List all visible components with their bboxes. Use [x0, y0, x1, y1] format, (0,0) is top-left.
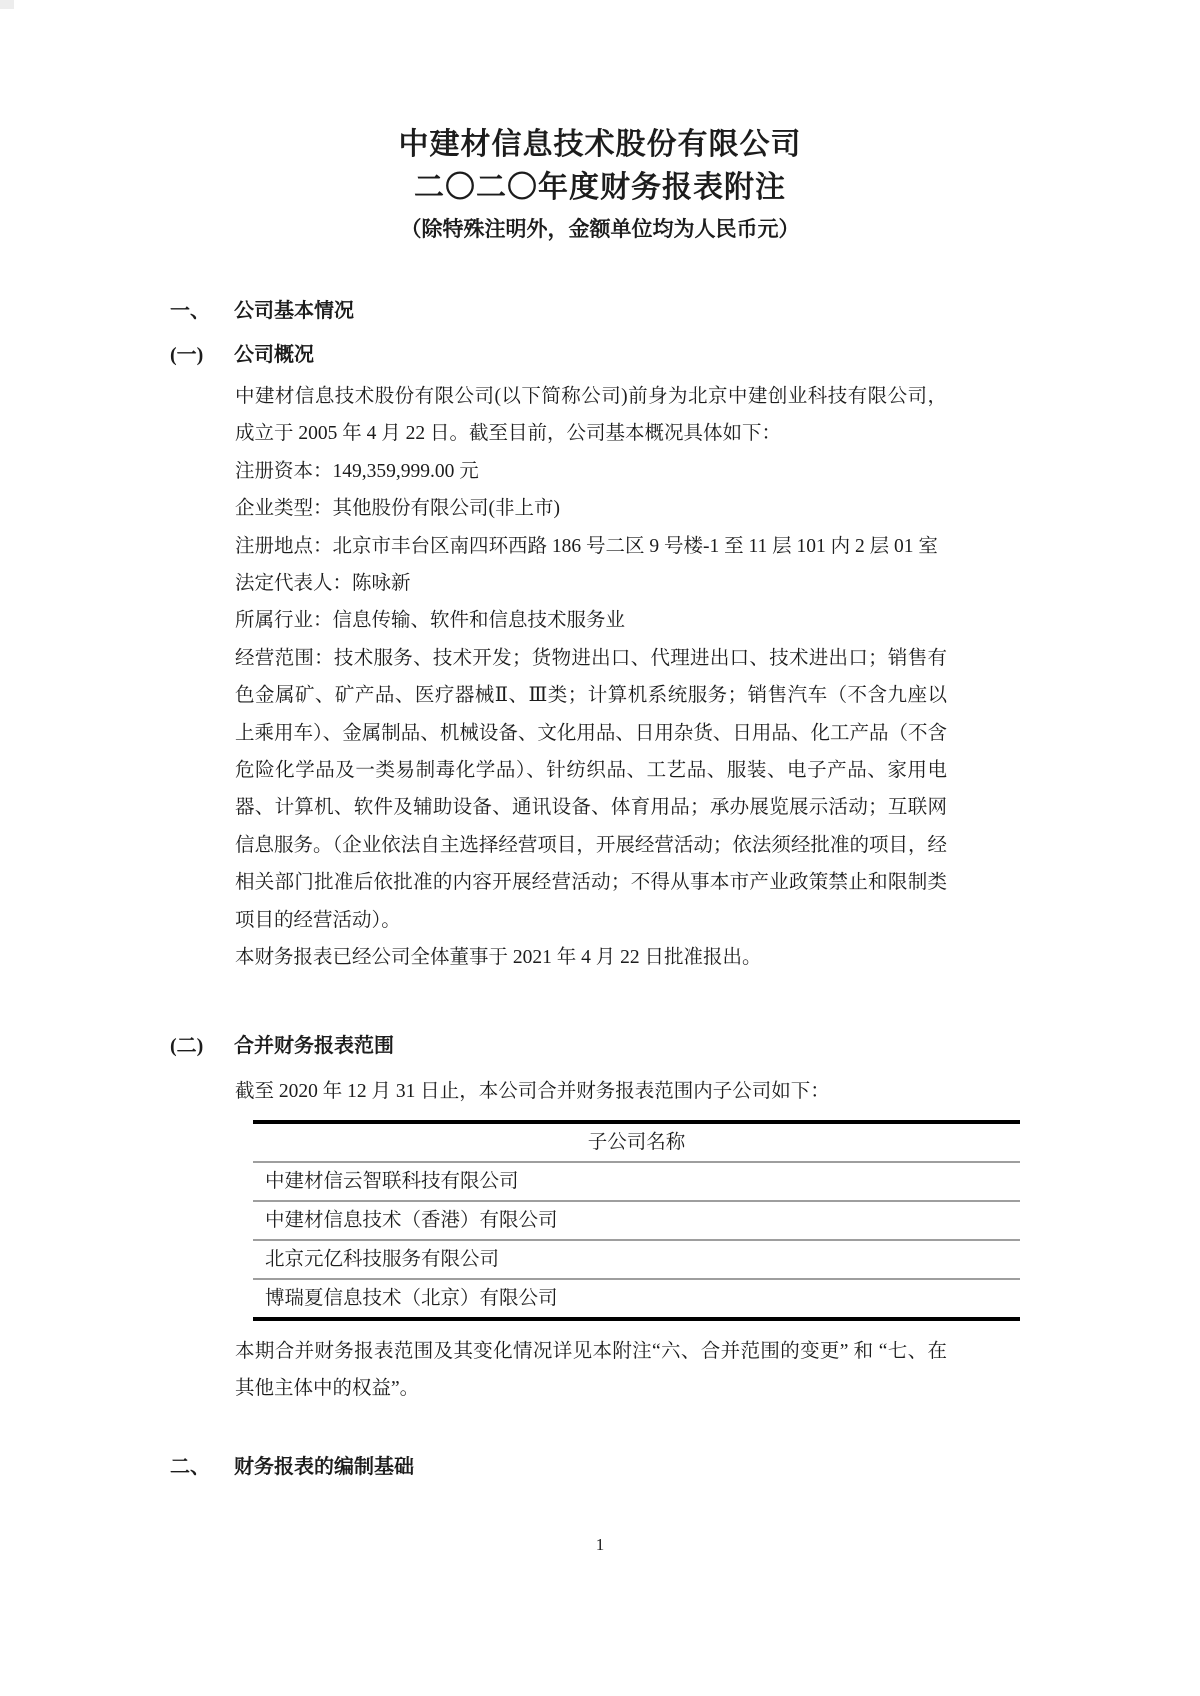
company-type-line: 企业类型：其他股份有限公司(非上市): [235, 498, 560, 520]
company-title: 中建材信息技术股份有限公司: [398, 128, 802, 161]
registered-capital-line: 注册资本：149,359,999.00 元: [235, 460, 479, 482]
section-2-heading: [170, 1454, 1020, 1480]
currency-note-subtitle: （除特殊注明外，金额单位均为人民币元）: [400, 217, 800, 241]
subsection-1-heading: [170, 342, 1020, 368]
scan-edge-artifact: [0, 0, 14, 9]
subsidiaries-table: [253, 1120, 1020, 1321]
subsection-1-title: 公司概况: [234, 344, 314, 366]
approval-paragraph: 本财务报表已经公司全体董事于 2021 年 4 月 22 日批准报出。: [235, 947, 762, 969]
consolidation-intro: 截至 2020 年 12 月 31 日止，本公司合并财务报表范围内子公司如下：: [235, 1080, 830, 1102]
subsection-1-number: (一): [170, 344, 204, 366]
subsidiaries-table-header: 子公司名称: [253, 1124, 1020, 1163]
company-intro-paragraph: 中建材信息技术股份有限公司(以下简称公司)前身为北京中建创业科技有限公司，成立于 2005 年 4 月 22 日。截至目前，公司基本概况具体如下：: [235, 386, 947, 445]
section-1-heading: [170, 298, 1020, 324]
section-2-title: 财务报表的编制基础: [234, 1455, 414, 1478]
industry-line: 所属行业：信息传输、软件和信息技术服务业: [235, 610, 626, 632]
consolidation-note: 本期合并财务报表范围及其变化情况详见本附注“六、合并范围的变更” 和 “七、在其他主体中的权益”。: [235, 1340, 947, 1400]
business-scope-paragraph: 经营范围：技术服务、技术开发；货物进出口、代理进出口、技术进出口；销售有色金属矿、矿产品、医疗器械Ⅱ、Ⅲ类；计算机系统服务；销售汽车（不含九座以上乘用车）、金属制品、机械设备、文化用品、日用杂货、日用品、化工产品（不含危险化学品及一类易制毒化学品）、针纺织品、工艺品、服装、电子产品、家用电器、计算机、软件及辅助设备、通讯设备、体育用品；承办展览展示活动；互联网信息服务。（企业依法自主选择经营项目，开展经营活动；依法须经批准的项目，经相关部门批准后依批准的内容开展经营活动；不得从事本市产业政策禁止和限制类项目的经营活动）。: [235, 647, 947, 931]
registered-address-line: 注册地点：北京市丰台区南四环西路 186 号二区 9 号楼-1 至 11 层 101 内 2 层 01 室: [235, 535, 938, 557]
document-header: [0, 0, 1200, 246]
section-1-number: 一、: [170, 300, 210, 322]
subsection-2-title: 合并财务报表范围: [234, 1034, 394, 1057]
page-number: 1: [595, 1535, 605, 1554]
subsidiary-row: 中建材信云智联科技有限公司: [253, 1163, 1020, 1202]
subsection-2-number: (二): [170, 1034, 204, 1057]
subsidiary-row: 北京元亿科技服务有限公司: [253, 1241, 1020, 1280]
subsidiary-row: 中建材信息技术（香港）有限公司: [253, 1202, 1020, 1241]
subsidiary-row: 博瑞夏信息技术（北京）有限公司: [265, 1287, 558, 1309]
legal-representative-line: 法定代表人：陈咏新: [235, 573, 411, 595]
report-title: 二〇二〇年度财务报表附注: [414, 171, 786, 204]
section-2-number: 二、: [170, 1455, 210, 1478]
subsection-2-heading: [170, 1033, 1020, 1059]
section-1-title: 公司基本情况: [234, 300, 354, 322]
